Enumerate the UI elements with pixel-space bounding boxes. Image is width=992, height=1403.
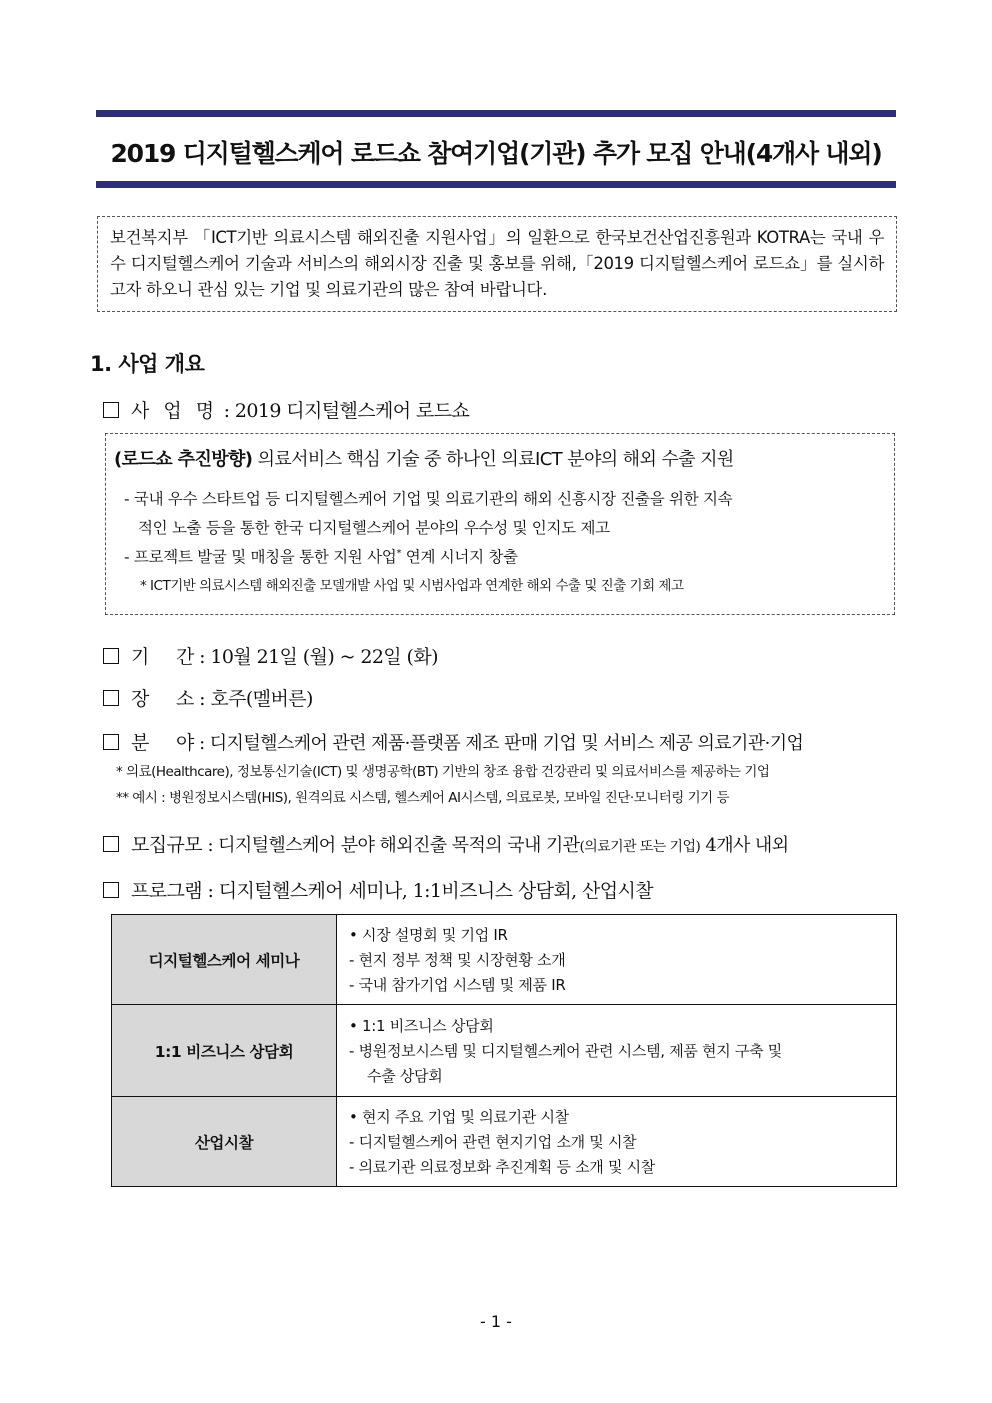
program-item: • 1:1 비즈니스 상담회: [349, 1017, 494, 1035]
checkbox-square-icon: [103, 836, 119, 852]
business-name-row: [103, 396, 469, 423]
title-top-bar: [96, 110, 896, 117]
scale-value: : 디지털헬스케어 분야 해외진출 목적의 국내 기관: [207, 835, 580, 856]
checkbox-square-icon: [103, 648, 119, 664]
field-note-2: ** 예시 : 병원정보시스템(HIS), 원격의료 시스템, 헬스케어 AI시스템, 의료로봇, 모바일 진단·모니터링 기기 등: [116, 790, 730, 806]
program-items-cell: [337, 1097, 897, 1187]
direction-item-2: [124, 545, 518, 567]
program-name-cell: 디지털헬스케어 세미나: [112, 915, 337, 1005]
program-item: • 현지 주요 기업 및 의료기관 시찰: [349, 1108, 569, 1126]
direction-item-1-line-1: - 국내 우수 스타트업 등 디지털헬스케어 기업 및 의료기관의 해외 신흥시장 진출을 위한 지속: [124, 490, 733, 508]
scale-tail: 4개사 내외: [700, 835, 789, 856]
field-note-1: * 의료(Healthcare), 정보통신기술(ICT) 및 생명공학(BT) 기반의 창조 융합 건강관리 및 의료서비스를 제공하는 기업: [116, 764, 770, 780]
program-value: : 디지털헬스케어 세미나, 1:1비즈니스 상담회, 산업시찰: [207, 880, 653, 902]
program-items-cell: [337, 1005, 897, 1097]
section-heading: 1. 사업 개요: [90, 352, 205, 376]
program-name-cell: 산업시찰: [112, 1097, 337, 1187]
program-item: • 시장 설명회 및 기업 IR: [349, 926, 508, 944]
business-name-label: 사 업 명: [131, 400, 219, 422]
period-value: : 10월 21일 (월) ~ 22일 (화): [199, 646, 438, 668]
program-item: - 현지 정부 정책 및 시장현황 소개: [349, 951, 566, 969]
direction-heading: [114, 445, 734, 471]
scale-label: 모집규모: [131, 834, 203, 856]
table-row: [112, 1005, 897, 1097]
period-row: [103, 642, 438, 669]
program-item: - 디지털헬스케어 관련 현지기업 소개 및 시찰: [349, 1133, 637, 1151]
field-row: [103, 728, 803, 755]
direction-heading-text: 의료서비스 핵심 기술 중 하나인 의료ICT 분야의 해외 수출 지원: [257, 449, 734, 470]
program-table: [111, 914, 897, 1187]
program-label: 프로그램: [131, 880, 203, 902]
title-bottom-bar: [96, 181, 896, 188]
scale-row: [103, 830, 789, 857]
program-item: - 병원정보시스템 및 디지털헬스케어 관련 시스템, 제품 현지 구축 및: [349, 1042, 782, 1060]
table-row: [112, 915, 897, 1005]
business-name-value: : 2019 디지털헬스케어 로드쇼: [223, 400, 470, 422]
program-item: - 의료기관 의료정보화 추진계획 등 소개 및 시찰: [349, 1158, 656, 1176]
direction-item-2-tail: 연계 시너지 창출: [401, 548, 518, 566]
place-label: 장 소: [131, 688, 194, 710]
direction-heading-label: (로드쇼 추진방향): [114, 449, 253, 470]
direction-footnote: * ICT기반 의료시스템 해외진출 모델개발 사업 및 시범사업과 연계한 해외 수출 및 진출 기회 제고: [140, 578, 684, 594]
field-value: : 디지털헬스케어 관련 제품·플랫폼 제조 판매 기업 및 서비스 제공 의료기관·기업: [199, 733, 804, 754]
place-value: : 호주(멜버른): [199, 688, 313, 710]
program-name-cell: 1:1 비즈니스 상담회: [112, 1005, 337, 1097]
program-item: - 국내 참가기업 시스템 및 제품 IR: [349, 976, 566, 994]
program-item: 수출 상담회: [367, 1067, 443, 1085]
program-row: [103, 876, 653, 903]
place-row: [103, 684, 313, 711]
program-items-cell: [337, 915, 897, 1005]
checkbox-square-icon: [103, 734, 119, 750]
direction-item-1-line-2: 적인 노출 등을 통한 한국 디지털헬스케어 분야의 우수성 및 인지도 제고: [138, 519, 610, 537]
period-label: 기 간: [131, 646, 194, 668]
intro-box: 보건복지부 「ICT기반 의료시스템 해외진출 지원사업」의 일환으로 한국보건산업진흥원과 KOTRA는 국내 우수 디지털헬스케어 기술과 서비스의 해외시장 진출 및 홍보를 위해,「2019 디지털헬스케어 로드쇼」를 실시하고자 하오니 관심 있는 기업 및 의료기관의 많은 참여 바랍니다.: [97, 216, 897, 312]
footnote-mark: *: [396, 547, 402, 559]
direction-item-2-text: - 프로젝트 발굴 및 매칭을 통한 지원 사업: [124, 548, 397, 566]
table-row: [112, 1097, 897, 1187]
checkbox-square-icon: [103, 690, 119, 706]
page-title: 2019 디지털헬스케어 로드쇼 참여기업(기관) 추가 모집 안내(4개사 내외): [110, 139, 882, 168]
checkbox-square-icon: [103, 402, 119, 418]
scale-paren: (의료기관 또는 기업): [579, 839, 701, 855]
page-number: - 1 -: [480, 1312, 512, 1331]
checkbox-square-icon: [103, 882, 119, 898]
field-label: 분 야: [131, 732, 194, 754]
